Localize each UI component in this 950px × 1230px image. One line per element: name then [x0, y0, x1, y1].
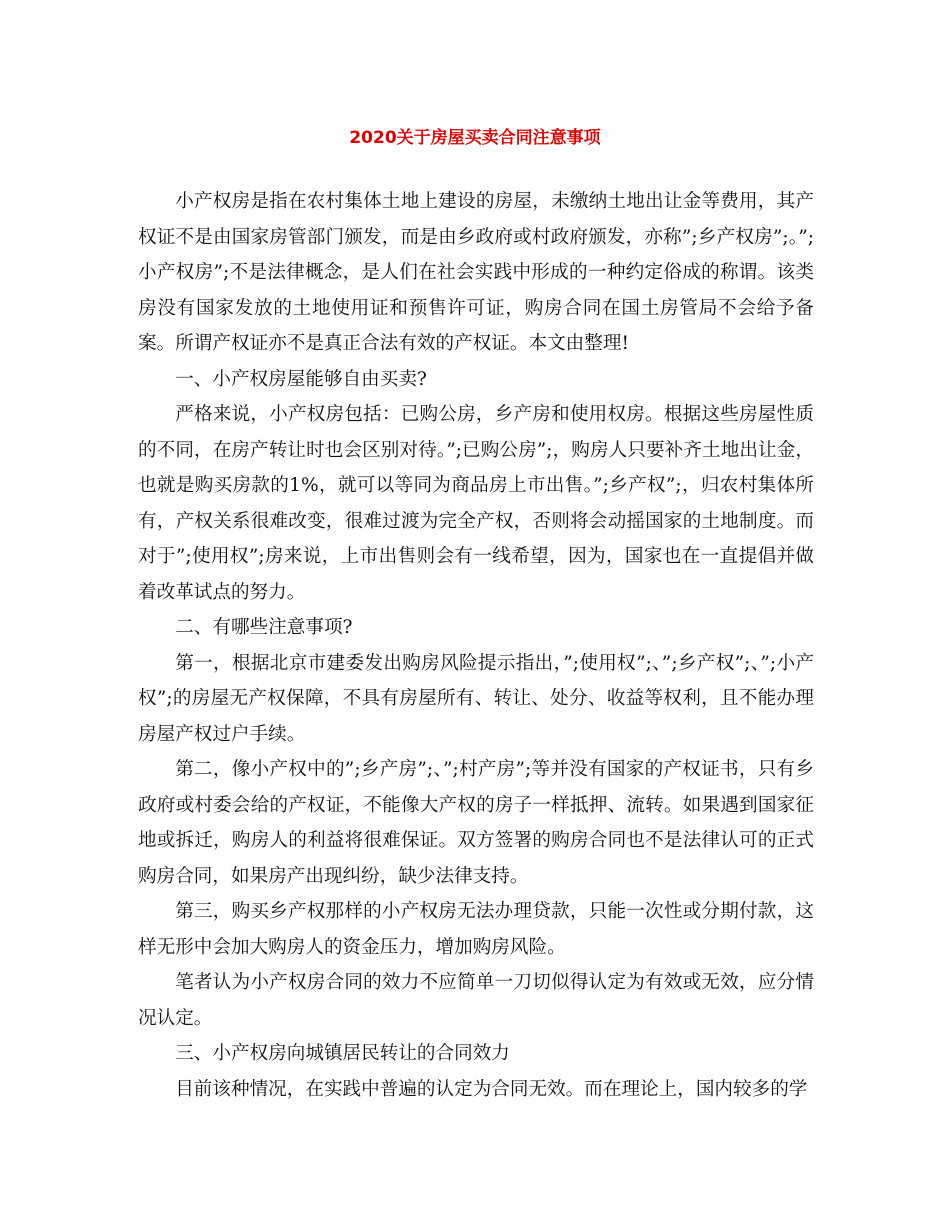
paragraph-author-opinion: 笔者认为小产权房合同的效力不应简单一刀切似得认定为有效或无效，应分情况认定。 — [138, 972, 814, 1029]
document-title: 2020关于房屋买卖合同注意事项 — [349, 128, 601, 148]
paragraph-point-1: 第一，根据北京市建委发出购房风险提示指出，”;使用权”;、”;乡产权”;、”;小产权”;的房屋无产权保障，不具有房屋所有、转让、处分、收益等权利，且不能办理房屋产权过户手续。 — [138, 652, 814, 745]
section-heading-2: 二、有哪些注意事项? — [175, 617, 353, 638]
paragraph-point-3: 第三，购买乡产权那样的小产权房无法办理贷款，只能一次性或分期付款，这样无形中会加大购房人的资金压力，增加购房风险。 — [138, 901, 814, 958]
paragraph-intro: 小产权房是指在农村集体土地上建设的房屋，未缴纳土地出让金等费用，其产权证不是由国家房管部门颁发，而是由乡政府或村政府颁发，亦称”;乡产权房”;。”;小产权房”;不是法律概念，是人们在社会实践中形成的一种约定俗成的称谓。该类房没有国家发放的土地使用证和预售许可证，购房合同在国土房管局不会给予备案。所谓产权证亦不是真正合法有效的产权证。本文由整理! — [138, 191, 814, 354]
section-heading-3: 三、小产权房向城镇居民转让的合同效力 — [175, 1043, 510, 1064]
document-body — [138, 184, 814, 1107]
paragraph-section-3: 目前该种情况，在实践中普遍的认定为合同无效。而在理论上，国内较多的学 — [175, 1078, 808, 1100]
section-heading-1: 一、小产权房屋能够自由买卖? — [175, 368, 427, 390]
paragraph-point-2: 第二，像小产权中的”;乡产房”;、”;村产房”;等并没有国家的产权证书，只有乡政府或村委会给的产权证，不能像大产权的房子一样抵押、流转。如果遇到国家征地或拆迁，购房人的利益将很难保证。双方签署的购房合同也不是法律认可的正式购房合同，如果房产出现纠纷，缺少法律支持。 — [138, 759, 814, 887]
paragraph-section-1: 严格来说，小产权房包括：已购公房，乡产房和使用权房。根据这些房屋性质的不同，在房产转让时也会区别对待。”;已购公房”;，购房人只要补齐土地出让金，也就是购买房款的1%，就可以等同为商品房上市出售。”;乡产权”;，归农村集体所有，产权关系很难改变，很难过渡为完全产权，否则将会动摇国家的土地制度。而对于”;使用权”;房来说，上市出售则会有一线希望，因为，国家也在一直提倡并做着改革试点的努力。 — [138, 404, 814, 603]
